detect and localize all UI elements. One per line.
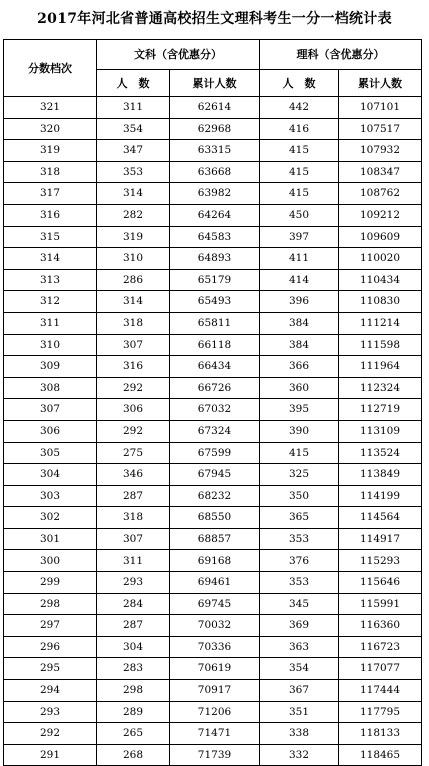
cell-science-cumulative: 109212: [339, 204, 422, 226]
cell-science-cumulative: 118465: [339, 744, 422, 766]
cell-score: 302: [4, 507, 97, 529]
header-science: 理科（含优惠分）: [260, 40, 422, 70]
cell-liberal-arts-cumulative: 66726: [170, 377, 260, 399]
cell-liberal-arts-count: 292: [97, 420, 170, 442]
cell-liberal-arts-count: 318: [97, 312, 170, 334]
cell-liberal-arts-cumulative: 67032: [170, 399, 260, 421]
cell-liberal-arts-cumulative: 67945: [170, 464, 260, 486]
cell-science-cumulative: 107517: [339, 118, 422, 140]
cell-science-cumulative: 113849: [339, 464, 422, 486]
table-row: [4, 312, 422, 334]
table-row: [4, 528, 422, 550]
cell-liberal-arts-cumulative: 62614: [170, 97, 260, 119]
cell-science-cumulative: 117077: [339, 658, 422, 680]
cell-score: 313: [4, 269, 97, 291]
cell-science-count: 360: [260, 377, 339, 399]
cell-score: 298: [4, 593, 97, 615]
cell-science-cumulative: 107932: [339, 140, 422, 162]
cell-science-cumulative: 114564: [339, 507, 422, 529]
cell-liberal-arts-cumulative: 68550: [170, 507, 260, 529]
cell-liberal-arts-cumulative: 64893: [170, 248, 260, 270]
cell-liberal-arts-cumulative: 69461: [170, 572, 260, 594]
cell-science-count: 345: [260, 593, 339, 615]
cell-liberal-arts-count: 306: [97, 399, 170, 421]
cell-score: 311: [4, 312, 97, 334]
cell-liberal-arts-cumulative: 63982: [170, 183, 260, 205]
table-row: [4, 97, 422, 119]
cell-liberal-arts-count: 282: [97, 204, 170, 226]
cell-liberal-arts-cumulative: 65811: [170, 312, 260, 334]
cell-science-cumulative: 112324: [339, 377, 422, 399]
cell-science-cumulative: 112719: [339, 399, 422, 421]
cell-liberal-arts-count: 298: [97, 680, 170, 702]
cell-science-count: 396: [260, 291, 339, 313]
table-row: [4, 680, 422, 702]
cell-liberal-arts-count: 310: [97, 248, 170, 270]
cell-science-cumulative: 116360: [339, 615, 422, 637]
cell-science-cumulative: 117444: [339, 680, 422, 702]
cell-science-count: 325: [260, 464, 339, 486]
header-science-count: 人 数: [260, 70, 339, 97]
cell-liberal-arts-cumulative: 65179: [170, 269, 260, 291]
table-row: [4, 744, 422, 766]
cell-science-cumulative: 115646: [339, 572, 422, 594]
cell-liberal-arts-count: 283: [97, 658, 170, 680]
cell-liberal-arts-cumulative: 64264: [170, 204, 260, 226]
cell-liberal-arts-cumulative: 66118: [170, 334, 260, 356]
cell-score: 320: [4, 118, 97, 140]
cell-liberal-arts-cumulative: 63315: [170, 140, 260, 162]
cell-score: 314: [4, 248, 97, 270]
cell-liberal-arts-count: 286: [97, 269, 170, 291]
cell-science-count: 411: [260, 248, 339, 270]
table-row: [4, 723, 422, 745]
cell-score: 319: [4, 140, 97, 162]
cell-liberal-arts-cumulative: 64583: [170, 226, 260, 248]
table-row: [4, 399, 422, 421]
cell-score: 296: [4, 636, 97, 658]
cell-score: 294: [4, 680, 97, 702]
table-body: [4, 97, 422, 766]
cell-science-count: 414: [260, 269, 339, 291]
header-score: 分数档次: [4, 40, 97, 97]
cell-score: 293: [4, 701, 97, 723]
cell-liberal-arts-cumulative: 70619: [170, 658, 260, 680]
header-liberal-arts-count: 人 数: [97, 70, 170, 97]
cell-science-cumulative: 113109: [339, 420, 422, 442]
cell-liberal-arts-count: 314: [97, 291, 170, 313]
cell-score: 321: [4, 97, 97, 119]
cell-science-count: 384: [260, 334, 339, 356]
table-row: [4, 636, 422, 658]
cell-science-cumulative: 107101: [339, 97, 422, 119]
page-title: 2017年河北省普通高校招生文理科考生一分一档统计表: [37, 11, 392, 27]
cell-score: 310: [4, 334, 97, 356]
cell-science-cumulative: 116723: [339, 636, 422, 658]
cell-science-cumulative: 115293: [339, 550, 422, 572]
table-row: [4, 356, 422, 378]
cell-liberal-arts-count: 353: [97, 161, 170, 183]
cell-science-count: 353: [260, 572, 339, 594]
cell-score: 295: [4, 658, 97, 680]
cell-score: 309: [4, 356, 97, 378]
cell-science-count: 415: [260, 183, 339, 205]
cell-score: 312: [4, 291, 97, 313]
cell-score: 303: [4, 485, 97, 507]
table-row: [4, 485, 422, 507]
cell-liberal-arts-count: 346: [97, 464, 170, 486]
cell-score: 318: [4, 161, 97, 183]
cell-score: 305: [4, 442, 97, 464]
cell-science-cumulative: 110434: [339, 269, 422, 291]
cell-science-cumulative: 111214: [339, 312, 422, 334]
cell-liberal-arts-count: 319: [97, 226, 170, 248]
table-row: [4, 183, 422, 205]
cell-liberal-arts-cumulative: 71471: [170, 723, 260, 745]
cell-liberal-arts-cumulative: 63668: [170, 161, 260, 183]
cell-liberal-arts-count: 287: [97, 615, 170, 637]
cell-liberal-arts-cumulative: 67324: [170, 420, 260, 442]
table-row: [4, 248, 422, 270]
table-row: [4, 269, 422, 291]
cell-liberal-arts-count: 275: [97, 442, 170, 464]
cell-science-count: 332: [260, 744, 339, 766]
cell-score: 315: [4, 226, 97, 248]
cell-science-count: 442: [260, 97, 339, 119]
cell-liberal-arts-count: 287: [97, 485, 170, 507]
cell-liberal-arts-count: 292: [97, 377, 170, 399]
cell-science-cumulative: 114917: [339, 528, 422, 550]
cell-science-count: 351: [260, 701, 339, 723]
cell-science-cumulative: 115991: [339, 593, 422, 615]
cell-liberal-arts-cumulative: 70336: [170, 636, 260, 658]
cell-science-count: 354: [260, 658, 339, 680]
cell-science-cumulative: 117795: [339, 701, 422, 723]
cell-science-count: 365: [260, 507, 339, 529]
cell-liberal-arts-count: 293: [97, 572, 170, 594]
table-row: [4, 593, 422, 615]
table-row: [4, 442, 422, 464]
cell-score: 308: [4, 377, 97, 399]
cell-science-count: 338: [260, 723, 339, 745]
cell-score: 291: [4, 744, 97, 766]
cell-liberal-arts-count: 314: [97, 183, 170, 205]
table-row: [4, 572, 422, 594]
table-row: [4, 334, 422, 356]
cell-science-count: 367: [260, 680, 339, 702]
cell-science-count: 395: [260, 399, 339, 421]
cell-liberal-arts-count: 318: [97, 507, 170, 529]
cell-liberal-arts-cumulative: 71206: [170, 701, 260, 723]
cell-liberal-arts-count: 347: [97, 140, 170, 162]
table-row: [4, 161, 422, 183]
cell-science-cumulative: 109609: [339, 226, 422, 248]
cell-liberal-arts-count: 284: [97, 593, 170, 615]
table-row: [4, 140, 422, 162]
cell-liberal-arts-count: 289: [97, 701, 170, 723]
cell-score: 316: [4, 204, 97, 226]
cell-science-count: 350: [260, 485, 339, 507]
cell-science-cumulative: 118133: [339, 723, 422, 745]
cell-liberal-arts-count: 304: [97, 636, 170, 658]
table-row: [4, 550, 422, 572]
cell-science-count: 415: [260, 140, 339, 162]
cell-liberal-arts-cumulative: 68232: [170, 485, 260, 507]
table-row: [4, 377, 422, 399]
cell-liberal-arts-cumulative: 67599: [170, 442, 260, 464]
cell-score: 299: [4, 572, 97, 594]
cell-liberal-arts-cumulative: 69168: [170, 550, 260, 572]
cell-science-count: 363: [260, 636, 339, 658]
cell-science-count: 390: [260, 420, 339, 442]
cell-science-count: 415: [260, 161, 339, 183]
cell-science-count: 450: [260, 204, 339, 226]
cell-liberal-arts-cumulative: 71739: [170, 744, 260, 766]
cell-liberal-arts-cumulative: 62968: [170, 118, 260, 140]
cell-score: 301: [4, 528, 97, 550]
header-liberal-arts: 文科（含优惠分）: [97, 40, 260, 70]
cell-science-cumulative: 108762: [339, 183, 422, 205]
cell-liberal-arts-cumulative: 69745: [170, 593, 260, 615]
cell-liberal-arts-cumulative: 66434: [170, 356, 260, 378]
score-distribution-table: [3, 39, 422, 766]
cell-science-count: 397: [260, 226, 339, 248]
cell-liberal-arts-cumulative: 70917: [170, 680, 260, 702]
cell-science-count: 366: [260, 356, 339, 378]
cell-liberal-arts-count: 268: [97, 744, 170, 766]
cell-science-count: 416: [260, 118, 339, 140]
table-row: [4, 420, 422, 442]
cell-science-count: 369: [260, 615, 339, 637]
cell-liberal-arts-cumulative: 65493: [170, 291, 260, 313]
cell-science-cumulative: 111964: [339, 356, 422, 378]
cell-score: 317: [4, 183, 97, 205]
table-row: [4, 658, 422, 680]
table-row: [4, 291, 422, 313]
cell-science-count: 415: [260, 442, 339, 464]
cell-science-cumulative: 113524: [339, 442, 422, 464]
cell-science-count: 384: [260, 312, 339, 334]
cell-science-cumulative: 114199: [339, 485, 422, 507]
cell-liberal-arts-count: 311: [97, 550, 170, 572]
cell-science-count: 353: [260, 528, 339, 550]
cell-science-cumulative: 110020: [339, 248, 422, 270]
table-row: [4, 118, 422, 140]
table-row: [4, 701, 422, 723]
cell-liberal-arts-count: 307: [97, 528, 170, 550]
cell-liberal-arts-cumulative: 68857: [170, 528, 260, 550]
cell-score: 304: [4, 464, 97, 486]
table-row: [4, 226, 422, 248]
cell-liberal-arts-count: 316: [97, 356, 170, 378]
table-row: [4, 507, 422, 529]
cell-liberal-arts-count: 265: [97, 723, 170, 745]
header-liberal-arts-cumulative: 累计人数: [170, 70, 260, 97]
cell-liberal-arts-count: 354: [97, 118, 170, 140]
table-row: [4, 204, 422, 226]
cell-score: 306: [4, 420, 97, 442]
cell-science-cumulative: 111598: [339, 334, 422, 356]
cell-score: 307: [4, 399, 97, 421]
cell-science-count: 376: [260, 550, 339, 572]
table-row: [4, 464, 422, 486]
cell-science-cumulative: 108347: [339, 161, 422, 183]
cell-liberal-arts-cumulative: 70032: [170, 615, 260, 637]
cell-score: 292: [4, 723, 97, 745]
cell-liberal-arts-count: 311: [97, 97, 170, 119]
cell-liberal-arts-count: 307: [97, 334, 170, 356]
cell-score: 297: [4, 615, 97, 637]
table-row: [4, 615, 422, 637]
cell-science-cumulative: 110830: [339, 291, 422, 313]
header-science-cumulative: 累计人数: [339, 70, 422, 97]
cell-score: 300: [4, 550, 97, 572]
